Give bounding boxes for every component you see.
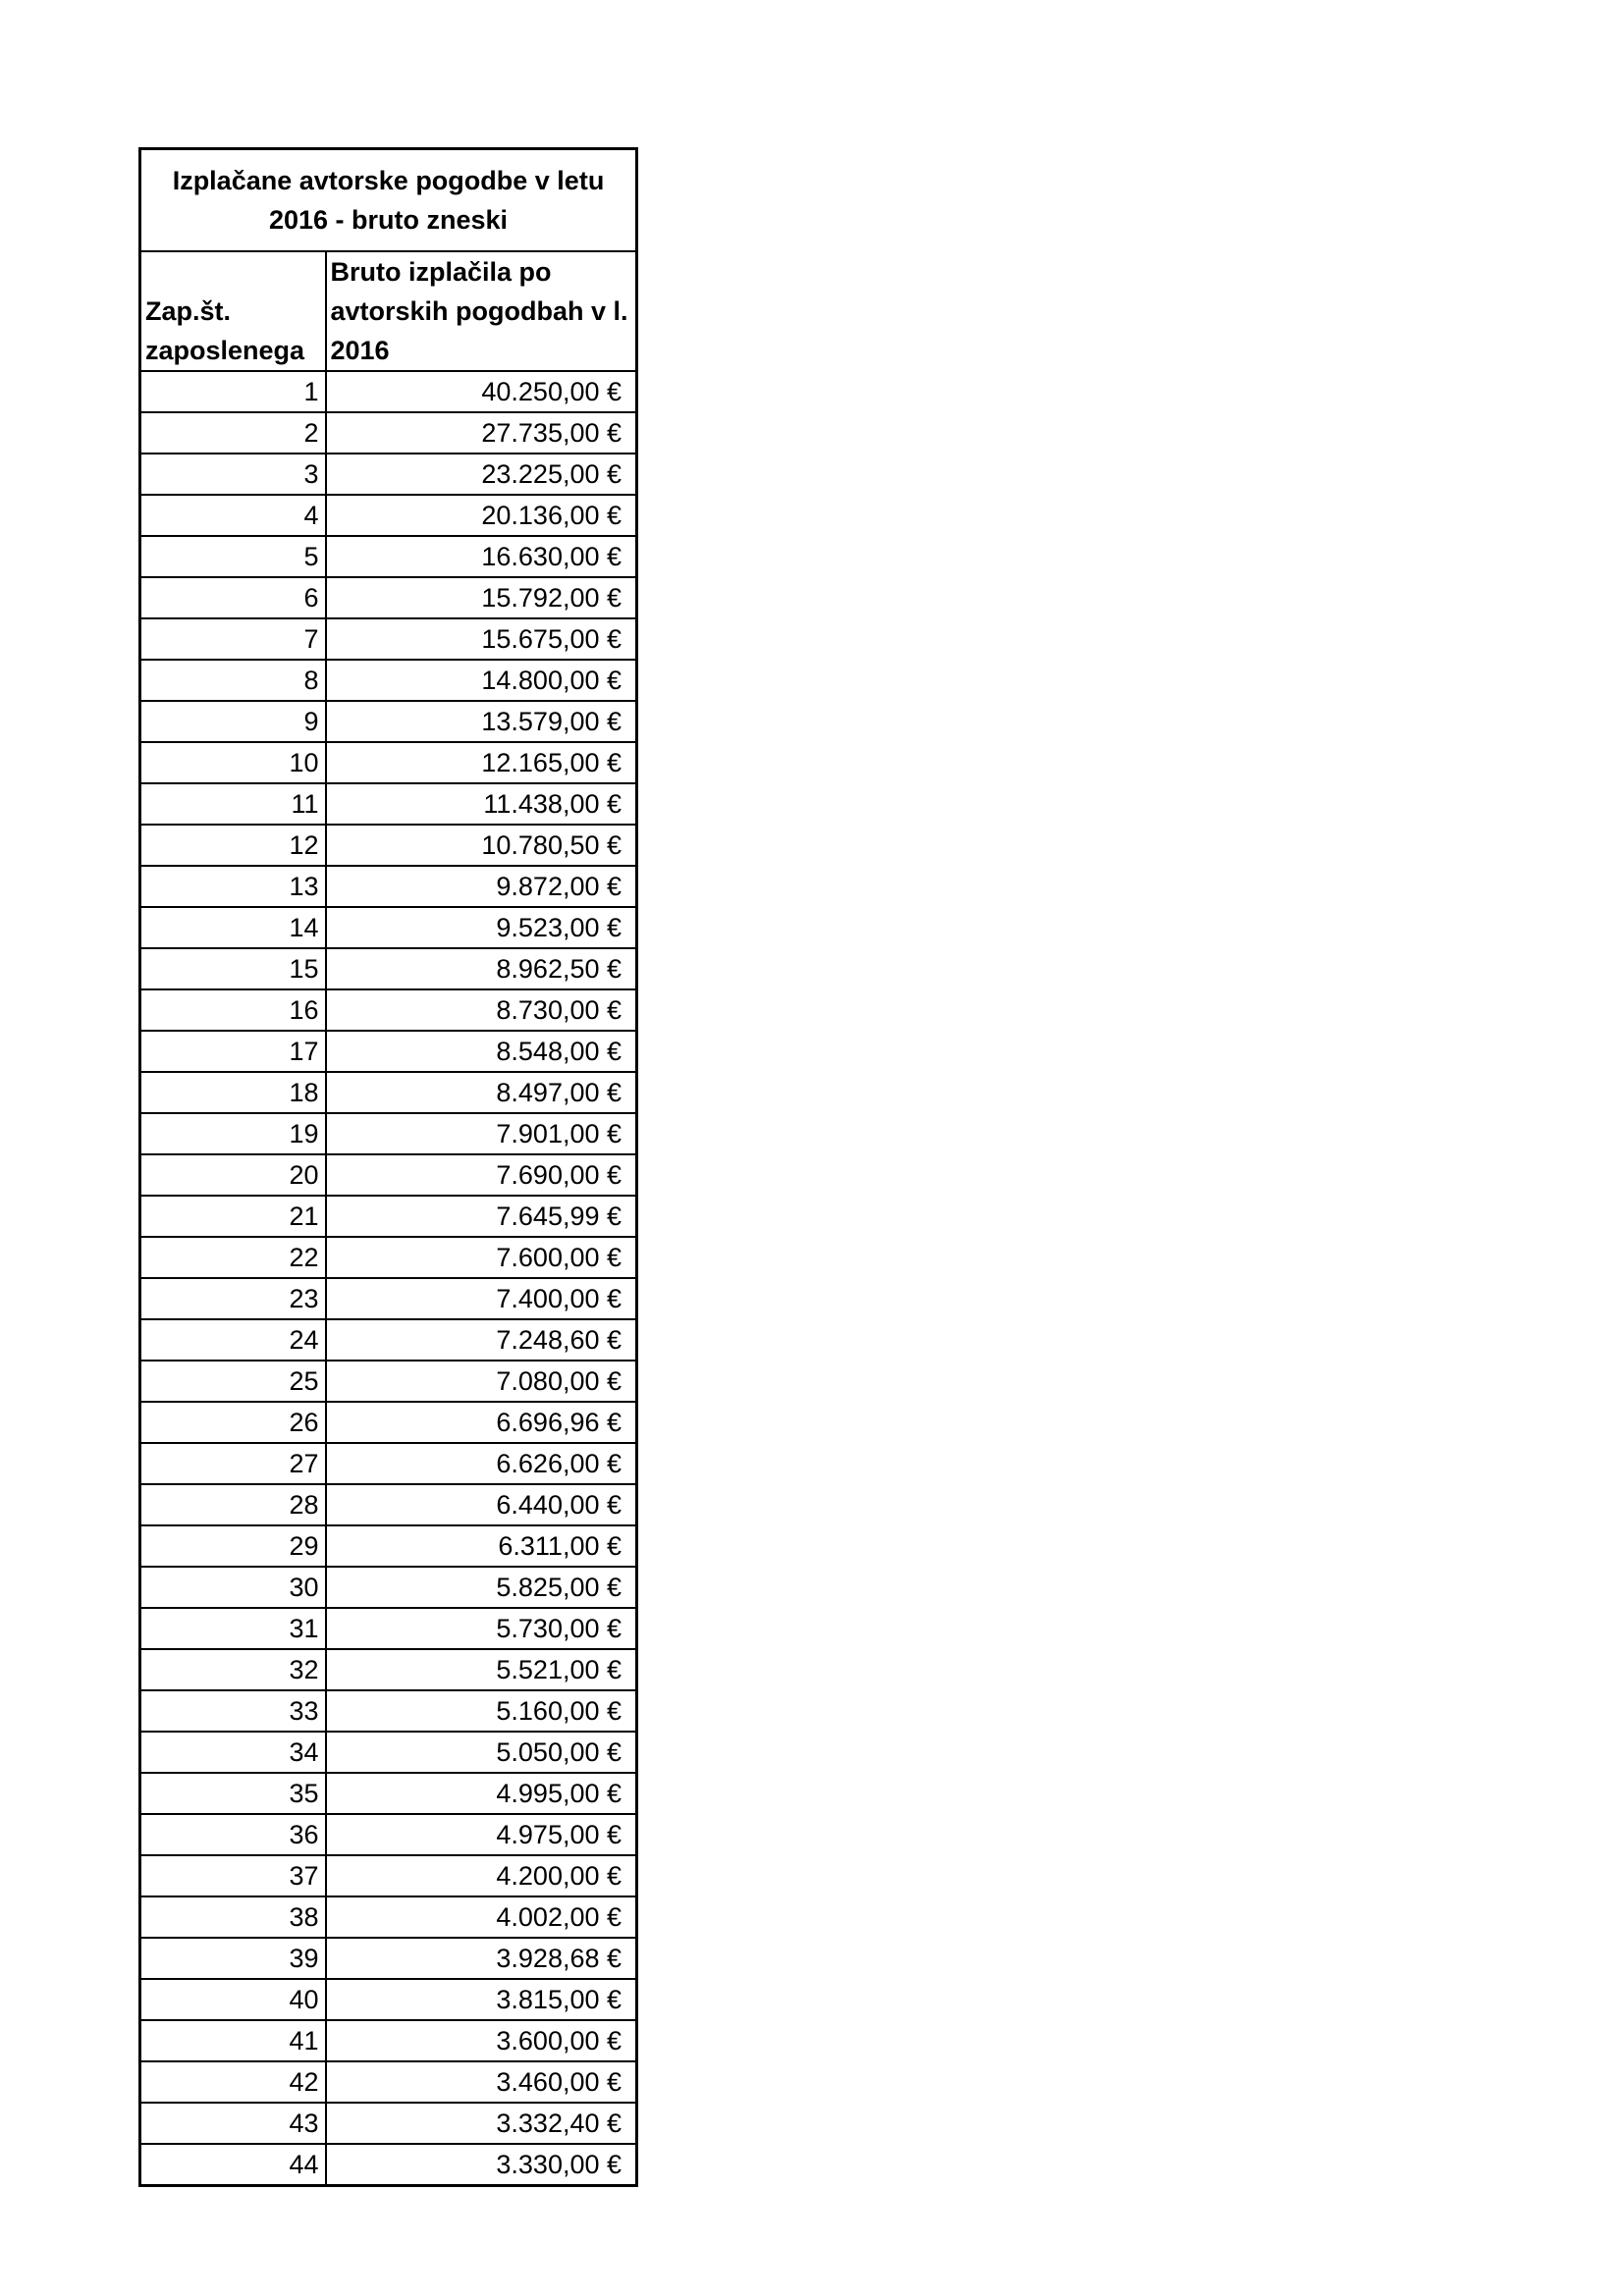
gross-amount-cell: 5.160,00 € [326,1690,637,1732]
table-title: Izplačane avtorske pogodbe v letu 2016 - bruto zneski [140,149,637,252]
employee-number-cell: 22 [140,1237,326,1278]
table-row [140,1855,637,1896]
employee-number-cell: 36 [140,1814,326,1855]
table-row [140,1938,637,1979]
gross-amount-cell: 6.311,00 € [326,1525,637,1567]
employee-number-cell: 21 [140,1196,326,1237]
table-row [140,2144,637,2186]
table-row [140,948,637,989]
employee-number-cell: 20 [140,1154,326,1196]
table-row [140,1361,637,1402]
table-row [140,660,637,701]
gross-amount-cell: 15.675,00 € [326,618,637,660]
table-row [140,577,637,618]
employee-number-cell: 32 [140,1649,326,1690]
table-row [140,1690,637,1732]
table-row [140,495,637,536]
column-header-gross-payout: Bruto izplačila po avtorskih pogodbah v l. 2016 [326,251,637,371]
gross-amount-cell: 20.136,00 € [326,495,637,536]
table-body [140,149,637,2186]
employee-number-cell: 34 [140,1732,326,1773]
gross-amount-cell: 27.735,00 € [326,412,637,454]
table-row [140,1402,637,1443]
employee-number-cell: 24 [140,1319,326,1361]
table-row [140,1278,637,1319]
table-row [140,2020,637,2061]
employee-number-cell: 13 [140,866,326,907]
employee-number-cell: 5 [140,536,326,577]
table-row [140,1732,637,1773]
table-row [140,412,637,454]
gross-amount-cell: 6.626,00 € [326,1443,637,1484]
table-row [140,1814,637,1855]
gross-amount-cell: 16.630,00 € [326,536,637,577]
employee-number-cell: 6 [140,577,326,618]
gross-amount-cell: 7.901,00 € [326,1113,637,1154]
employee-number-cell: 14 [140,907,326,948]
table-row [140,701,637,742]
gross-amount-cell: 9.523,00 € [326,907,637,948]
employee-number-cell: 41 [140,2020,326,2061]
payout-table [138,147,638,2187]
table-row [140,454,637,495]
gross-amount-cell: 14.800,00 € [326,660,637,701]
gross-amount-cell: 11.438,00 € [326,783,637,825]
employee-number-cell: 29 [140,1525,326,1567]
gross-amount-cell: 4.200,00 € [326,1855,637,1896]
employee-number-cell: 43 [140,2103,326,2144]
employee-number-cell: 42 [140,2061,326,2103]
employee-number-cell: 7 [140,618,326,660]
gross-amount-cell: 7.690,00 € [326,1154,637,1196]
gross-amount-cell: 15.792,00 € [326,577,637,618]
table-row [140,1525,637,1567]
employee-number-cell: 11 [140,783,326,825]
table-row [140,2061,637,2103]
gross-amount-cell: 7.248,60 € [326,1319,637,1361]
gross-amount-cell: 8.730,00 € [326,989,637,1031]
gross-amount-cell: 6.440,00 € [326,1484,637,1525]
table-row [140,1113,637,1154]
table-row [140,536,637,577]
employee-number-cell: 10 [140,742,326,783]
employee-number-cell: 30 [140,1567,326,1608]
gross-amount-cell: 3.600,00 € [326,2020,637,2061]
employee-number-cell: 16 [140,989,326,1031]
gross-amount-cell: 3.928,68 € [326,1938,637,1979]
table-row [140,371,637,412]
employee-number-cell: 8 [140,660,326,701]
table-row [140,618,637,660]
table-row [140,1031,637,1072]
table-row [140,742,637,783]
gross-amount-cell: 23.225,00 € [326,454,637,495]
gross-amount-cell: 8.548,00 € [326,1031,637,1072]
employee-number-cell: 40 [140,1979,326,2020]
employee-number-cell: 39 [140,1938,326,1979]
table-row [140,989,637,1031]
employee-number-cell: 15 [140,948,326,989]
gross-amount-cell: 7.645,99 € [326,1196,637,1237]
employee-number-cell: 37 [140,1855,326,1896]
table-row [140,1896,637,1938]
gross-amount-cell: 6.696,96 € [326,1402,637,1443]
employee-number-cell: 35 [140,1773,326,1814]
employee-number-cell: 38 [140,1896,326,1938]
gross-amount-cell: 5.825,00 € [326,1567,637,1608]
employee-number-cell: 28 [140,1484,326,1525]
gross-amount-cell: 40.250,00 € [326,371,637,412]
employee-number-cell: 44 [140,2144,326,2186]
employee-number-cell: 19 [140,1113,326,1154]
table-row [140,1072,637,1113]
gross-amount-cell: 5.050,00 € [326,1732,637,1773]
employee-number-cell: 18 [140,1072,326,1113]
gross-amount-cell: 9.872,00 € [326,866,637,907]
header-row [140,251,637,371]
table-row [140,1484,637,1525]
employee-number-cell: 27 [140,1443,326,1484]
gross-amount-cell: 12.165,00 € [326,742,637,783]
table-row [140,1237,637,1278]
employee-number-cell: 12 [140,825,326,866]
gross-amount-cell: 5.521,00 € [326,1649,637,1690]
table-row [140,1443,637,1484]
table-row [140,783,637,825]
gross-amount-cell: 7.400,00 € [326,1278,637,1319]
employee-number-cell: 9 [140,701,326,742]
table-row [140,1567,637,1608]
employee-number-cell: 2 [140,412,326,454]
gross-amount-cell: 13.579,00 € [326,701,637,742]
employee-number-cell: 26 [140,1402,326,1443]
gross-amount-cell: 3.460,00 € [326,2061,637,2103]
employee-number-cell: 23 [140,1278,326,1319]
gross-amount-cell: 3.330,00 € [326,2144,637,2186]
column-header-employee-number: Zap.št. zaposlenega [140,251,326,371]
table-row [140,1319,637,1361]
table-row [140,1608,637,1649]
table-row [140,1196,637,1237]
gross-amount-cell: 8.962,50 € [326,948,637,989]
gross-amount-cell: 7.080,00 € [326,1361,637,1402]
employee-number-cell: 17 [140,1031,326,1072]
table-row [140,825,637,866]
gross-amount-cell: 3.815,00 € [326,1979,637,2020]
employee-number-cell: 33 [140,1690,326,1732]
table-row [140,2103,637,2144]
table-row [140,1649,637,1690]
gross-amount-cell: 4.995,00 € [326,1773,637,1814]
table-row [140,1773,637,1814]
gross-amount-cell: 8.497,00 € [326,1072,637,1113]
gross-amount-cell: 5.730,00 € [326,1608,637,1649]
title-row [140,149,637,252]
gross-amount-cell: 7.600,00 € [326,1237,637,1278]
gross-amount-cell: 4.975,00 € [326,1814,637,1855]
employee-number-cell: 31 [140,1608,326,1649]
table-row [140,866,637,907]
employee-number-cell: 4 [140,495,326,536]
employee-number-cell: 1 [140,371,326,412]
gross-amount-cell: 3.332,40 € [326,2103,637,2144]
gross-amount-cell: 10.780,50 € [326,825,637,866]
table-row [140,1154,637,1196]
gross-amount-cell: 4.002,00 € [326,1896,637,1938]
employee-number-cell: 3 [140,454,326,495]
employee-number-cell: 25 [140,1361,326,1402]
table-row [140,907,637,948]
table-row [140,1979,637,2020]
